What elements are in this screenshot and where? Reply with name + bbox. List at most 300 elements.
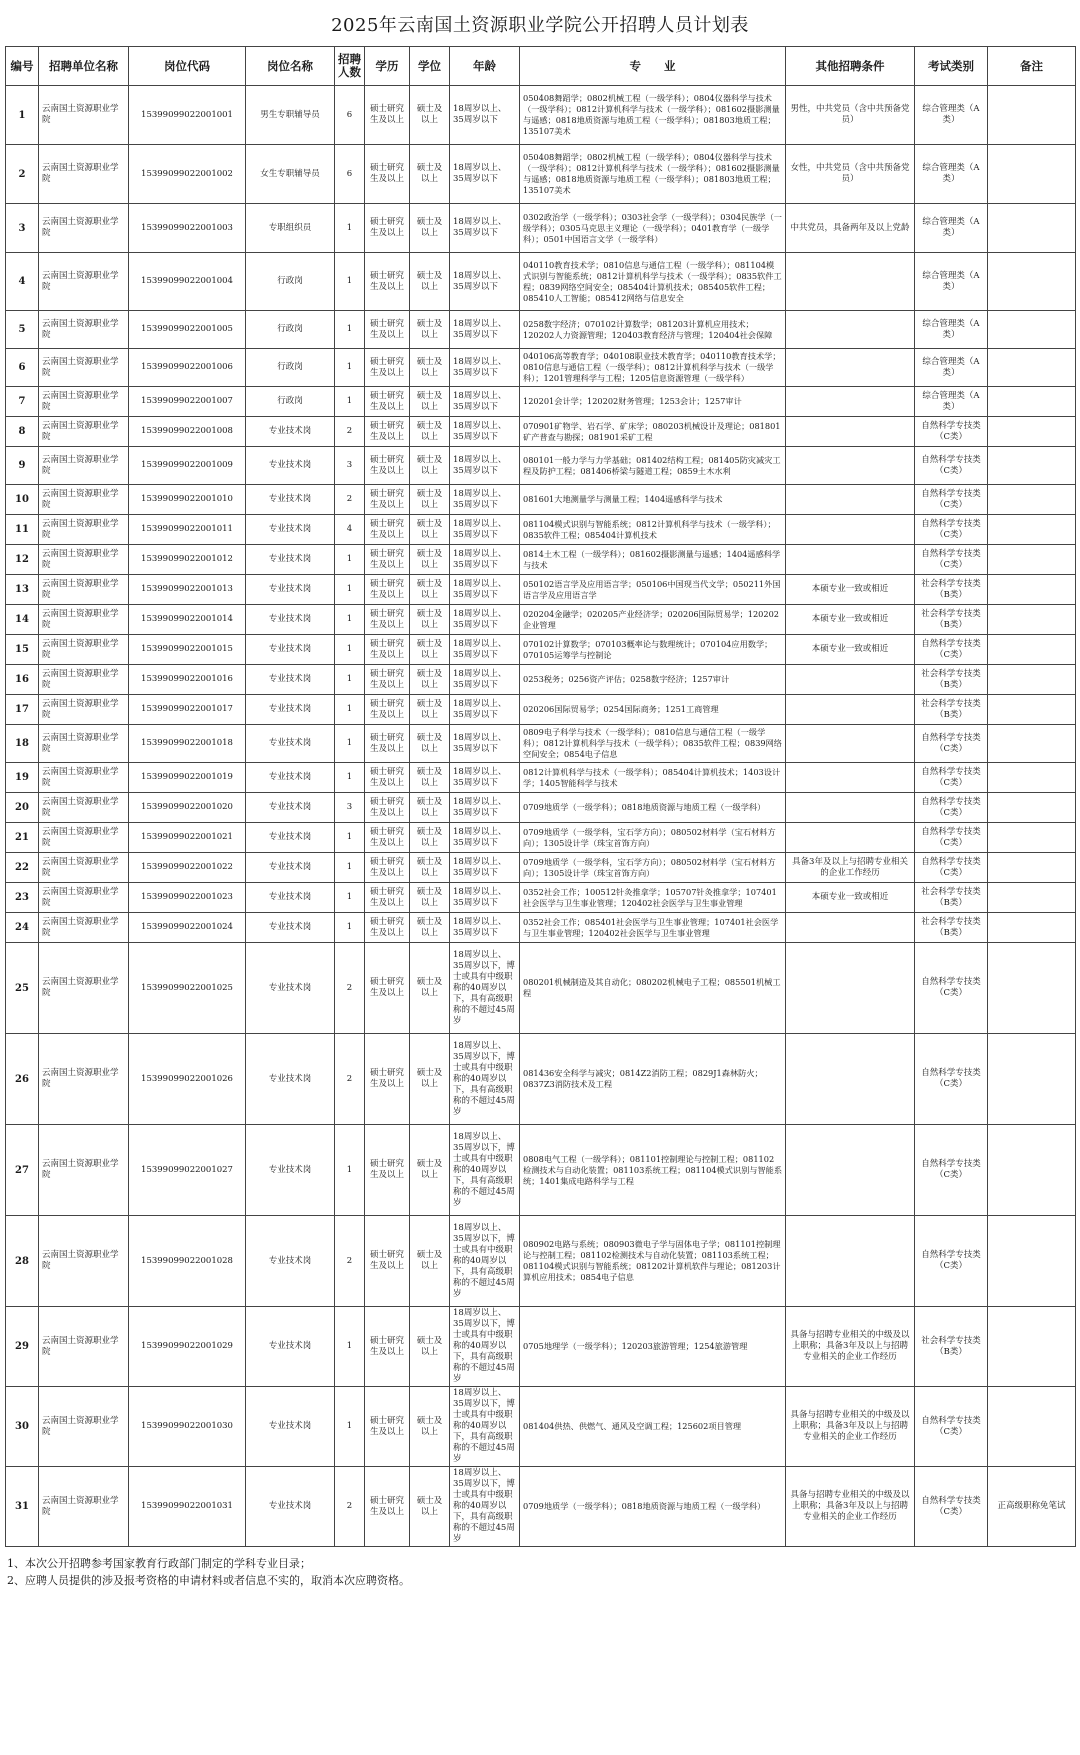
cell-age-requirement: 18周岁以上、35周岁以下	[450, 823, 520, 853]
cell-row-number: 1	[6, 86, 39, 145]
cell-degree: 硕士及以上	[410, 1216, 450, 1307]
cell-unit-name: 云南国土资源职业学院	[39, 575, 129, 605]
cell-education: 硕士研究生及以上	[365, 485, 410, 515]
cell-major-requirement: 0809电子科学与技术（一级学科）；0810信息与通信工程（一级学科）；0812计算机科学与技术（一级学科）；0835软件工程；0839网络空间安全；0854电子信息	[520, 725, 786, 763]
cell-remark	[988, 853, 1076, 883]
cell-exam-category: 自然科学专技类（C类）	[915, 943, 988, 1034]
cell-other-conditions	[786, 763, 915, 793]
cell-age-requirement: 18周岁以上、35周岁以下	[450, 853, 520, 883]
cell-education: 硕士研究生及以上	[365, 86, 410, 145]
cell-row-number: 21	[6, 823, 39, 853]
cell-degree: 硕士及以上	[410, 447, 450, 485]
cell-remark	[988, 943, 1076, 1034]
cell-row-number: 8	[6, 417, 39, 447]
table-row	[6, 913, 1076, 943]
cell-position-code: 15399099022001006	[129, 349, 246, 387]
cell-remark	[988, 823, 1076, 853]
cell-education: 硕士研究生及以上	[365, 605, 410, 635]
cell-row-number: 3	[6, 204, 39, 253]
cell-age-requirement: 18周岁以上、35周岁以下	[450, 883, 520, 913]
cell-education: 硕士研究生及以上	[365, 913, 410, 943]
cell-exam-category: 自然科学专技类（C类）	[915, 763, 988, 793]
table-header-row	[6, 47, 1076, 86]
cell-major-requirement: 081404供热、供燃气、通风及空调工程；125602项目管理	[520, 1387, 786, 1467]
cell-major-requirement: 080201机械制造及其自动化；080202机械电子工程；085501机械工程	[520, 943, 786, 1034]
cell-education: 硕士研究生及以上	[365, 204, 410, 253]
cell-other-conditions: 具备与招聘专业相关的中级及以上职称；具备3年及以上与招聘专业相关的企业工作经历	[786, 1467, 915, 1547]
cell-major-requirement: 050102语言学及应用语言学；050106中国现当代文学；050211外国语言学及应用语言学	[520, 575, 786, 605]
cell-exam-category: 社会科学专技类（B类）	[915, 883, 988, 913]
cell-major-requirement: 120201会计学；120202财务管理；1253会计；1257审计	[520, 387, 786, 417]
cell-unit-name: 云南国土资源职业学院	[39, 1307, 129, 1387]
cell-position-name: 专业技术岗	[246, 447, 335, 485]
cell-position-code: 15399099022001016	[129, 665, 246, 695]
cell-unit-name: 云南国土资源职业学院	[39, 883, 129, 913]
cell-unit-name: 云南国土资源职业学院	[39, 725, 129, 763]
cell-degree: 硕士及以上	[410, 763, 450, 793]
footnote-2: 2、应聘人员提供的涉及报考资格的申请材料或者信息不实的，取消本次应聘资格。	[7, 1574, 410, 1587]
cell-row-number: 27	[6, 1125, 39, 1216]
cell-exam-category: 综合管理类（A类）	[915, 145, 988, 204]
cell-other-conditions	[786, 823, 915, 853]
cell-unit-name: 云南国土资源职业学院	[39, 447, 129, 485]
cell-age-requirement: 18周岁以上、35周岁以下，博士或具有中级职称的40周岁以下，具有高级职称的不超过45周岁	[450, 1467, 520, 1547]
table-row	[6, 86, 1076, 145]
cell-position-name: 专业技术岗	[246, 545, 335, 575]
cell-unit-name: 云南国土资源职业学院	[39, 485, 129, 515]
cell-row-number: 4	[6, 253, 39, 311]
cell-row-number: 25	[6, 943, 39, 1034]
cell-exam-category: 综合管理类（A类）	[915, 387, 988, 417]
cell-exam-category: 自然科学专技类（C类）	[915, 1467, 988, 1547]
cell-row-number: 31	[6, 1467, 39, 1547]
cell-unit-name: 云南国土资源职业学院	[39, 605, 129, 635]
cell-position-name: 男生专职辅导员	[246, 86, 335, 145]
cell-remark	[988, 387, 1076, 417]
cell-hire-count: 6	[335, 145, 365, 204]
cell-hire-count: 1	[335, 853, 365, 883]
cell-remark	[988, 913, 1076, 943]
cell-position-code: 15399099022001025	[129, 943, 246, 1034]
cell-age-requirement: 18周岁以上、35周岁以下	[450, 515, 520, 545]
cell-remark	[988, 515, 1076, 545]
cell-exam-category: 自然科学专技类（C类）	[915, 793, 988, 823]
cell-position-code: 15399099022001005	[129, 311, 246, 349]
cell-education: 硕士研究生及以上	[365, 515, 410, 545]
cell-row-number: 19	[6, 763, 39, 793]
cell-hire-count: 1	[335, 253, 365, 311]
cell-position-name: 专业技术岗	[246, 853, 335, 883]
cell-age-requirement: 18周岁以上、35周岁以下	[450, 695, 520, 725]
cell-age-requirement: 18周岁以上、35周岁以下	[450, 605, 520, 635]
cell-unit-name: 云南国土资源职业学院	[39, 943, 129, 1034]
cell-position-code: 15399099022001010	[129, 485, 246, 515]
cell-position-name: 专业技术岗	[246, 1216, 335, 1307]
table-row	[6, 447, 1076, 485]
cell-major-requirement: 020204金融学；020205产业经济学；020206国际贸易学；120202企业管理	[520, 605, 786, 635]
cell-hire-count: 1	[335, 311, 365, 349]
cell-degree: 硕士及以上	[410, 793, 450, 823]
cell-education: 硕士研究生及以上	[365, 387, 410, 417]
cell-major-requirement: 080902电路与系统；080903微电子学与固体电子学；081101控制理论与控制工程；081102检测技术与自动化装置；081103系统工程；081104模式识别与智能系统；081202计算机软件与理论；081203计算机应用技术；0854电子信息	[520, 1216, 786, 1307]
cell-major-requirement: 050408舞蹈学；0802机械工程（一级学科）；0804仪器科学与技术（一级学科）；0812计算机科学与技术（一级学科）；081602摄影测量与遥感；0818地质资源与地质工程（一级学科）；081803地质工程；135107美术	[520, 145, 786, 204]
header-other: 其他招聘条件	[786, 47, 915, 86]
cell-exam-category: 社会科学专技类（B类）	[915, 575, 988, 605]
cell-remark	[988, 1034, 1076, 1125]
cell-age-requirement: 18周岁以上、35周岁以下	[450, 725, 520, 763]
cell-other-conditions	[786, 417, 915, 447]
cell-hire-count: 1	[335, 1387, 365, 1467]
cell-age-requirement: 18周岁以上、35周岁以下	[450, 387, 520, 417]
cell-position-name: 行政岗	[246, 387, 335, 417]
cell-major-requirement: 081436安全科学与减灾；0814Z2消防工程；0829J1森林防火；0837Z3消防技术及工程	[520, 1034, 786, 1125]
cell-major-requirement: 0709地质学（一级学科，宝石学方向）；080502材料学（宝石材料方向）；1305设计学（珠宝首饰方向）	[520, 823, 786, 853]
footnote-1: 1、本次公开招聘参考国家教育行政部门制定的学科专业目录；	[7, 1557, 311, 1570]
cell-position-code: 15399099022001001	[129, 86, 246, 145]
cell-hire-count: 1	[335, 725, 365, 763]
cell-degree: 硕士及以上	[410, 853, 450, 883]
cell-major-requirement: 0709地质学（一级学科）；0818地质资源与地质工程（一级学科）	[520, 793, 786, 823]
cell-position-code: 15399099022001009	[129, 447, 246, 485]
cell-major-requirement: 080101一般力学与力学基础；081402结构工程；081405防灾减灾工程及防护工程；081406桥梁与隧道工程；0859土木水利	[520, 447, 786, 485]
cell-unit-name: 云南国土资源职业学院	[39, 1125, 129, 1216]
cell-row-number: 7	[6, 387, 39, 417]
cell-education: 硕士研究生及以上	[365, 725, 410, 763]
cell-exam-category: 综合管理类（A类）	[915, 253, 988, 311]
cell-age-requirement: 18周岁以上、35周岁以下，博士或具有中级职称的40周岁以下，具有高级职称的不超过45周岁	[450, 1387, 520, 1467]
cell-remark	[988, 1125, 1076, 1216]
cell-degree: 硕士及以上	[410, 417, 450, 447]
cell-education: 硕士研究生及以上	[365, 883, 410, 913]
cell-other-conditions	[786, 725, 915, 763]
cell-education: 硕士研究生及以上	[365, 763, 410, 793]
cell-other-conditions	[786, 1125, 915, 1216]
cell-row-number: 24	[6, 913, 39, 943]
cell-other-conditions: 本硕专业一致或相近	[786, 883, 915, 913]
table-row	[6, 145, 1076, 204]
cell-other-conditions: 女性，中共党员（含中共预备党员）	[786, 145, 915, 204]
cell-row-number: 30	[6, 1387, 39, 1467]
cell-other-conditions	[786, 387, 915, 417]
cell-row-number: 14	[6, 605, 39, 635]
table-row	[6, 1467, 1076, 1547]
cell-row-number: 29	[6, 1307, 39, 1387]
cell-position-name: 行政岗	[246, 349, 335, 387]
cell-age-requirement: 18周岁以上、35周岁以下，博士或具有中级职称的40周岁以下，具有高级职称的不超过45周岁	[450, 1125, 520, 1216]
cell-hire-count: 1	[335, 665, 365, 695]
cell-other-conditions: 具备3年及以上与招聘专业相关的企业工作经历	[786, 853, 915, 883]
cell-education: 硕士研究生及以上	[365, 1307, 410, 1387]
cell-position-name: 专业技术岗	[246, 1387, 335, 1467]
cell-exam-category: 社会科学专技类（B类）	[915, 665, 988, 695]
cell-exam-category: 社会科学专技类（B类）	[915, 1307, 988, 1387]
table-row	[6, 883, 1076, 913]
cell-remark	[988, 695, 1076, 725]
cell-other-conditions	[786, 665, 915, 695]
cell-age-requirement: 18周岁以上、35周岁以下	[450, 635, 520, 665]
cell-education: 硕士研究生及以上	[365, 1034, 410, 1125]
cell-age-requirement: 18周岁以上、35周岁以下，博士或具有中级职称的40周岁以下，具有高级职称的不超过45周岁	[450, 943, 520, 1034]
cell-education: 硕士研究生及以上	[365, 665, 410, 695]
cell-education: 硕士研究生及以上	[365, 447, 410, 485]
cell-degree: 硕士及以上	[410, 515, 450, 545]
cell-hire-count: 2	[335, 1467, 365, 1547]
cell-age-requirement: 18周岁以上、35周岁以下	[450, 485, 520, 515]
cell-exam-category: 自然科学专技类（C类）	[915, 515, 988, 545]
cell-unit-name: 云南国土资源职业学院	[39, 1216, 129, 1307]
cell-other-conditions	[786, 913, 915, 943]
table-row	[6, 387, 1076, 417]
cell-exam-category: 综合管理类（A类）	[915, 349, 988, 387]
table-row	[6, 943, 1076, 1034]
cell-degree: 硕士及以上	[410, 943, 450, 1034]
cell-education: 硕士研究生及以上	[365, 1216, 410, 1307]
cell-education: 硕士研究生及以上	[365, 575, 410, 605]
cell-hire-count: 1	[335, 349, 365, 387]
cell-remark	[988, 545, 1076, 575]
cell-hire-count: 1	[335, 575, 365, 605]
cell-hire-count: 1	[335, 1125, 365, 1216]
cell-unit-name: 云南国土资源职业学院	[39, 1387, 129, 1467]
cell-row-number: 5	[6, 311, 39, 349]
cell-other-conditions	[786, 349, 915, 387]
cell-unit-name: 云南国土资源职业学院	[39, 763, 129, 793]
cell-hire-count: 1	[335, 1307, 365, 1387]
cell-major-requirement: 0808电气工程（一级学科）；081101控制理论与控制工程；081102检测技术与自动化装置；081103系统工程；081104模式识别与智能系统；1401集成电路科学与工程	[520, 1125, 786, 1216]
cell-row-number: 18	[6, 725, 39, 763]
cell-exam-category: 社会科学专技类（B类）	[915, 913, 988, 943]
cell-exam-category: 自然科学专技类（C类）	[915, 1034, 988, 1125]
cell-education: 硕士研究生及以上	[365, 943, 410, 1034]
cell-degree: 硕士及以上	[410, 823, 450, 853]
cell-other-conditions: 本硕专业一致或相近	[786, 575, 915, 605]
cell-exam-category: 自然科学专技类（C类）	[915, 823, 988, 853]
cell-major-requirement: 0705地理学（一级学科）；120203旅游管理；1254旅游管理	[520, 1307, 786, 1387]
table-row	[6, 1216, 1076, 1307]
cell-hire-count: 2	[335, 1034, 365, 1125]
cell-age-requirement: 18周岁以上、35周岁以下，博士或具有中级职称的40周岁以下，具有高级职称的不超过45周岁	[450, 1307, 520, 1387]
cell-position-code: 15399099022001007	[129, 387, 246, 417]
cell-hire-count: 1	[335, 823, 365, 853]
cell-hire-count: 2	[335, 943, 365, 1034]
cell-other-conditions	[786, 1216, 915, 1307]
cell-exam-category: 自然科学专技类（C类）	[915, 447, 988, 485]
cell-hire-count: 1	[335, 883, 365, 913]
table-row	[6, 793, 1076, 823]
cell-row-number: 28	[6, 1216, 39, 1307]
header-exam: 考试类别	[915, 47, 988, 86]
cell-education: 硕士研究生及以上	[365, 1387, 410, 1467]
table-body	[6, 86, 1076, 1547]
cell-remark	[988, 725, 1076, 763]
cell-position-code: 15399099022001020	[129, 793, 246, 823]
cell-hire-count: 6	[335, 86, 365, 145]
cell-position-code: 15399099022001029	[129, 1307, 246, 1387]
cell-age-requirement: 18周岁以上、35周岁以下	[450, 417, 520, 447]
cell-remark	[988, 883, 1076, 913]
cell-other-conditions	[786, 943, 915, 1034]
cell-position-code: 15399099022001030	[129, 1387, 246, 1467]
cell-education: 硕士研究生及以上	[365, 349, 410, 387]
cell-other-conditions	[786, 311, 915, 349]
cell-row-number: 11	[6, 515, 39, 545]
cell-position-name: 行政岗	[246, 311, 335, 349]
cell-degree: 硕士及以上	[410, 253, 450, 311]
cell-major-requirement: 0814土木工程（一级学科）；081602摄影测量与遥感；1404遥感科学与技术	[520, 545, 786, 575]
cell-degree: 硕士及以上	[410, 545, 450, 575]
cell-hire-count: 1	[335, 605, 365, 635]
table-row	[6, 545, 1076, 575]
header-unit: 招聘单位名称	[39, 47, 129, 86]
cell-remark	[988, 417, 1076, 447]
cell-other-conditions	[786, 515, 915, 545]
cell-row-number: 23	[6, 883, 39, 913]
cell-remark	[988, 204, 1076, 253]
cell-row-number: 9	[6, 447, 39, 485]
header-count: 招聘人数	[335, 47, 365, 86]
cell-position-name: 专业技术岗	[246, 1125, 335, 1216]
cell-major-requirement: 070901矿物学、岩石学、矿床学；080203机械设计及理论；081801矿产普查与勘探；081901采矿工程	[520, 417, 786, 447]
cell-position-name: 专业技术岗	[246, 943, 335, 1034]
cell-other-conditions: 中共党员，具备两年及以上党龄	[786, 204, 915, 253]
cell-position-name: 专业技术岗	[246, 635, 335, 665]
cell-hire-count: 1	[335, 635, 365, 665]
cell-position-code: 15399099022001012	[129, 545, 246, 575]
cell-degree: 硕士及以上	[410, 883, 450, 913]
table-row	[6, 823, 1076, 853]
cell-unit-name: 云南国土资源职业学院	[39, 793, 129, 823]
cell-remark	[988, 1387, 1076, 1467]
table-row	[6, 515, 1076, 545]
table-row	[6, 635, 1076, 665]
cell-age-requirement: 18周岁以上、35周岁以下	[450, 349, 520, 387]
cell-position-code: 15399099022001004	[129, 253, 246, 311]
cell-major-requirement: 020206国际贸易学；0254国际商务；1251工商管理	[520, 695, 786, 725]
cell-position-name: 专业技术岗	[246, 575, 335, 605]
cell-unit-name: 云南国土资源职业学院	[39, 86, 129, 145]
cell-education: 硕士研究生及以上	[365, 853, 410, 883]
cell-position-name: 行政岗	[246, 253, 335, 311]
cell-exam-category: 自然科学专技类（C类）	[915, 725, 988, 763]
table-row	[6, 575, 1076, 605]
cell-hire-count: 1	[335, 545, 365, 575]
cell-unit-name: 云南国土资源职业学院	[39, 913, 129, 943]
cell-major-requirement: 040110教育技术学；0810信息与通信工程（一级学科）；081104模式识别与智能系统；0812计算机科学与技术（一级学科）；0835软件工程；0839网络空间安全；085404计算机技术；085405软件工程；085410人工智能；085412网络与信息安全	[520, 253, 786, 311]
cell-other-conditions	[786, 793, 915, 823]
cell-row-number: 13	[6, 575, 39, 605]
table-row	[6, 311, 1076, 349]
cell-degree: 硕士及以上	[410, 204, 450, 253]
cell-age-requirement: 18周岁以上、35周岁以下	[450, 913, 520, 943]
cell-major-requirement: 0709地质学（一级学科）；0818地质资源与地质工程（一级学科）	[520, 1467, 786, 1547]
cell-education: 硕士研究生及以上	[365, 253, 410, 311]
cell-unit-name: 云南国土资源职业学院	[39, 349, 129, 387]
cell-unit-name: 云南国土资源职业学院	[39, 635, 129, 665]
cell-age-requirement: 18周岁以上、35周岁以下	[450, 763, 520, 793]
cell-age-requirement: 18周岁以上、35周岁以下	[450, 204, 520, 253]
cell-position-name: 专业技术岗	[246, 883, 335, 913]
cell-age-requirement: 18周岁以上、35周岁以下，博士或具有中级职称的40周岁以下，具有高级职称的不超过45周岁	[450, 1216, 520, 1307]
cell-age-requirement: 18周岁以上、35周岁以下	[450, 86, 520, 145]
cell-education: 硕士研究生及以上	[365, 1467, 410, 1547]
document-title: 2025年云南国土资源职业学院公开招聘人员计划表	[331, 15, 749, 36]
cell-unit-name: 云南国土资源职业学院	[39, 1034, 129, 1125]
cell-position-name: 专业技术岗	[246, 793, 335, 823]
cell-position-code: 15399099022001028	[129, 1216, 246, 1307]
cell-exam-category: 自然科学专技类（C类）	[915, 417, 988, 447]
cell-position-code: 15399099022001017	[129, 695, 246, 725]
cell-position-name: 专业技术岗	[246, 823, 335, 853]
cell-position-code: 15399099022001018	[129, 725, 246, 763]
cell-remark	[988, 1307, 1076, 1387]
cell-row-number: 10	[6, 485, 39, 515]
cell-position-code: 15399099022001024	[129, 913, 246, 943]
cell-remark	[988, 311, 1076, 349]
cell-row-number: 22	[6, 853, 39, 883]
cell-degree: 硕士及以上	[410, 1125, 450, 1216]
cell-age-requirement: 18周岁以上、35周岁以下	[450, 311, 520, 349]
cell-hire-count: 2	[335, 417, 365, 447]
cell-position-code: 15399099022001019	[129, 763, 246, 793]
cell-education: 硕士研究生及以上	[365, 417, 410, 447]
cell-age-requirement: 18周岁以上、35周岁以下	[450, 665, 520, 695]
cell-age-requirement: 18周岁以上、35周岁以下	[450, 793, 520, 823]
cell-position-name: 专业技术岗	[246, 1307, 335, 1387]
table-row	[6, 695, 1076, 725]
cell-row-number: 6	[6, 349, 39, 387]
cell-position-code: 15399099022001027	[129, 1125, 246, 1216]
cell-unit-name: 云南国土资源职业学院	[39, 145, 129, 204]
cell-hire-count: 1	[335, 204, 365, 253]
cell-unit-name: 云南国土资源职业学院	[39, 204, 129, 253]
cell-other-conditions	[786, 695, 915, 725]
header-major: 专 业	[520, 47, 786, 86]
cell-hire-count: 3	[335, 447, 365, 485]
cell-unit-name: 云南国土资源职业学院	[39, 665, 129, 695]
cell-position-code: 15399099022001031	[129, 1467, 246, 1547]
cell-exam-category: 自然科学专技类（C类）	[915, 635, 988, 665]
cell-other-conditions	[786, 545, 915, 575]
header-code: 岗位代码	[129, 47, 246, 86]
cell-remark	[988, 635, 1076, 665]
cell-major-requirement: 050408舞蹈学；0802机械工程（一级学科）；0804仪器科学与技术（一级学科）；0812计算机科学与技术（一级学科）；081602摄影测量与遥感；0818地质资源与地质工程（一级学科）；081803地质工程；135107美术	[520, 86, 786, 145]
table-row	[6, 253, 1076, 311]
cell-position-name: 专业技术岗	[246, 763, 335, 793]
cell-major-requirement: 0812计算机科学与技术（一级学科）；085404计算机技术；1403设计学；1405智能科学与技术	[520, 763, 786, 793]
cell-position-code: 15399099022001026	[129, 1034, 246, 1125]
cell-unit-name: 云南国土资源职业学院	[39, 417, 129, 447]
cell-degree: 硕士及以上	[410, 1387, 450, 1467]
table-row	[6, 1307, 1076, 1387]
cell-position-name: 专业技术岗	[246, 725, 335, 763]
cell-degree: 硕士及以上	[410, 86, 450, 145]
cell-other-conditions	[786, 1034, 915, 1125]
table-row	[6, 417, 1076, 447]
cell-major-requirement: 040106高等教育学；040108职业技术教育学；040110教育技术学；0810信息与通信工程（一级学科）；0812计算机科学与技术（一级学科）；1201管理科学与工程；1205信息资源管理（一级学科）	[520, 349, 786, 387]
cell-exam-category: 自然科学专技类（C类）	[915, 485, 988, 515]
cell-row-number: 2	[6, 145, 39, 204]
header-age: 年龄	[450, 47, 520, 86]
cell-position-code: 15399099022001022	[129, 853, 246, 883]
cell-position-code: 15399099022001021	[129, 823, 246, 853]
cell-row-number: 26	[6, 1034, 39, 1125]
cell-hire-count: 1	[335, 695, 365, 725]
cell-exam-category: 综合管理类（A类）	[915, 204, 988, 253]
cell-exam-category: 自然科学专技类（C类）	[915, 545, 988, 575]
cell-position-name: 专职组织员	[246, 204, 335, 253]
cell-degree: 硕士及以上	[410, 311, 450, 349]
cell-position-name: 专业技术岗	[246, 515, 335, 545]
